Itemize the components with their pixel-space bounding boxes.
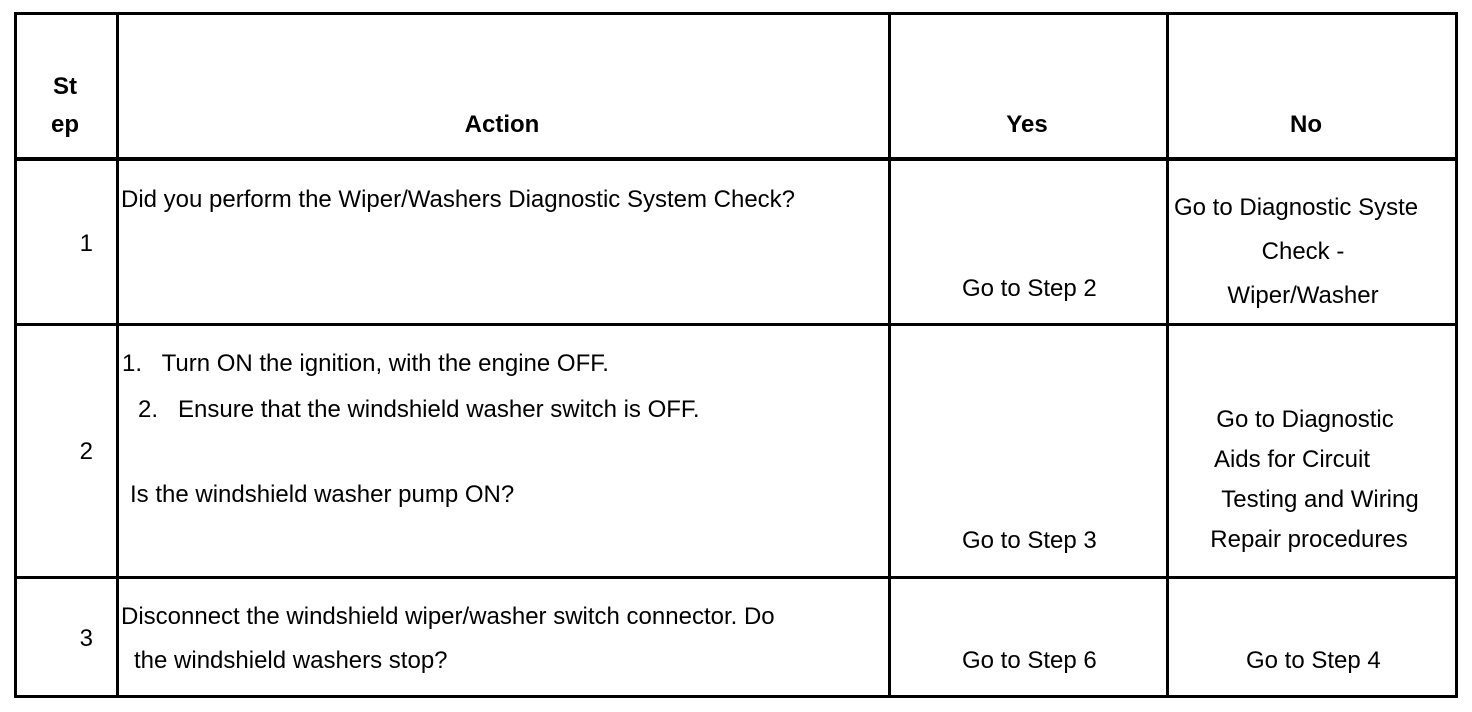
row-2-no-line4: Repair procedures [1210,526,1408,553]
row-1-no [1170,186,1456,318]
row-3-action-line2: the windshield washers stop? [134,647,448,674]
row-divider-1 [14,323,1458,326]
row-2-action-item1: 1. Turn ON the ignition, with the engine OFF. [122,350,609,377]
row-2-no-line2: Aids for Circuit [1213,446,1371,473]
row-2-step: 2 [79,438,93,465]
row-2-no-line1: Go to Diagnostic [1216,406,1394,433]
row-3-yes: Go to Step 6 [962,647,1097,674]
row-1-no-line2: Check - [1261,238,1345,265]
header-step-line1: St [53,73,77,100]
header-step [17,68,113,144]
header-action: Action [464,111,540,138]
row-2-no-line3: Testing and Wiring [1221,486,1419,513]
header-step-line2: ep [50,111,79,138]
row-2-no [1170,400,1440,560]
row-divider-2 [14,576,1458,579]
row-3-step: 3 [79,625,93,652]
row-2-yes: Go to Step 3 [962,527,1097,554]
row-3-no: Go to Step 4 [1246,647,1381,674]
row-1-action: Did you perform the Wiper/Washers Diagnostic System Check? [121,186,796,213]
row-1-step: 1 [79,230,93,257]
row-2-action-item2: 2. Ensure that the windshield washer switch is OFF. [138,396,700,423]
row-2-action-question: Is the windshield washer pump ON? [130,481,515,508]
header-divider [14,157,1458,161]
header-no: No [1290,111,1322,138]
row-1-no-line3: Wiper/Washer [1227,282,1379,309]
row-1-no-line1: Go to Diagnostic Syste [1174,194,1419,221]
row-3-action-line1: Disconnect the windshield wiper/washer switch connector. Do [121,603,775,630]
row-1-yes: Go to Step 2 [962,275,1097,302]
header-yes: Yes [1006,111,1048,138]
